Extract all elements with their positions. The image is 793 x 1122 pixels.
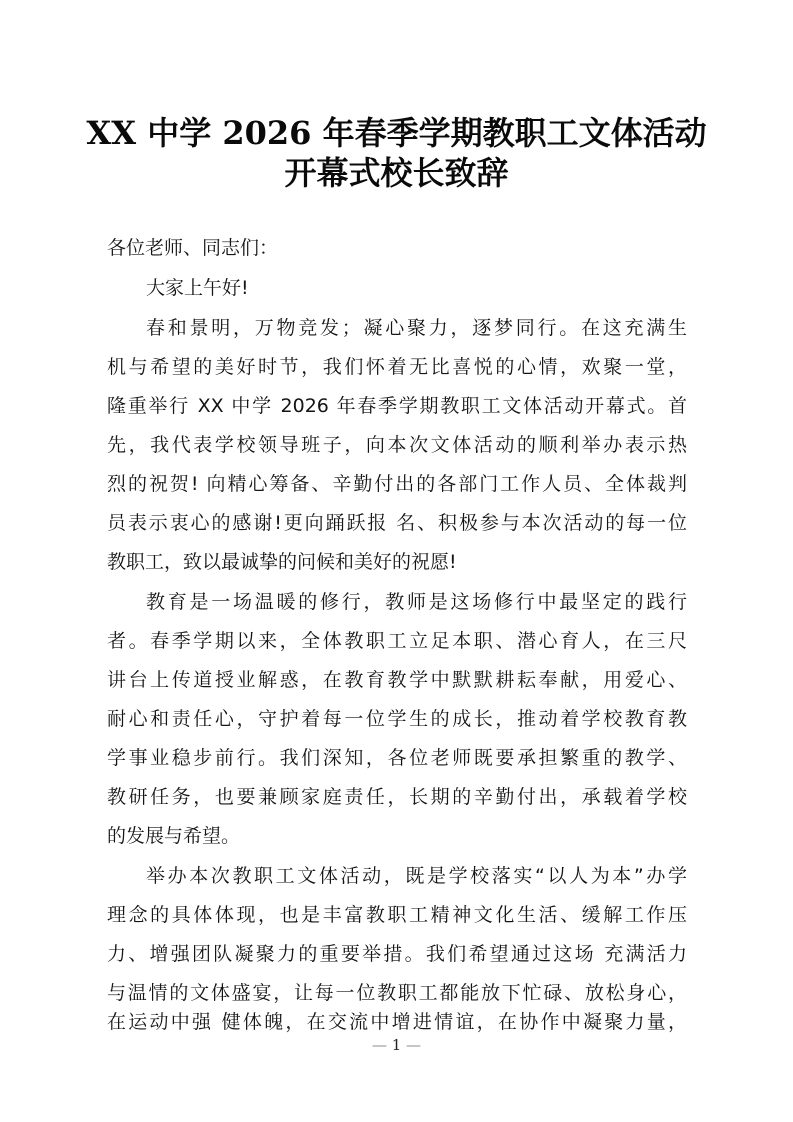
paragraph-1-line-3: 隆重举行 XX 中学 2026 年春季学期教职工文体活动开幕式。首 (107, 395, 687, 417)
paragraph-1-line-4: 先，我代表学校领导班子，向本次文体活动的顺利举办表示热 (107, 434, 687, 456)
paragraph-1-line-2: 机与希望的美好时节，我们怀着无比喜悦的心情，欢聚一堂， (107, 356, 687, 378)
paragraph-2-line-7: 的发展与希望。 (107, 825, 241, 847)
paragraph-2-line-3: 讲台上传道授业解惑，在教育教学中默默耕耘奉献，用爱心、 (107, 669, 687, 691)
paragraph-3-line-4: 与温情的文体盛宴，让每一位教职工都能放下忙碌、放松身心， (107, 982, 687, 1004)
paragraph-2-line-2: 者。春季学期以来，全体教职工立足本职、潜心育人，在三尺 (107, 630, 687, 652)
paragraph-3-line-3: 力、增强团队凝聚力的重要举措。我们希望通过这场 充满活力 (107, 943, 687, 965)
page-number-dash-left: — (371, 1036, 387, 1054)
paragraph-2-line-6: 教研任务，也要兼顾家庭责任，长期的辛勤付出，承载着学校 (107, 786, 687, 808)
document-title-line-2: 开幕式校长致辞 (284, 154, 509, 192)
paragraph-1-line-1: 春和景明，万物竞发；凝心聚力，逐梦同行。在这充满生 (146, 317, 687, 339)
paragraph-2-line-1: 教育是一场温暖的修行，教师是这场修行中最坚定的践行 (146, 591, 687, 613)
page-number-dash-right: — (406, 1036, 422, 1054)
paragraph-1-line-6: 员表示衷心的感谢!更向踊跃报 名、积极参与本次活动的每一位 (107, 512, 687, 534)
salutation: 各位老师、同志们： (107, 237, 279, 259)
page-footer (0, 1036, 793, 1054)
paragraph-3-line-2: 理念的具体体现，也是丰富教职工精神文化生活、缓解工作压 (107, 904, 687, 926)
paragraph-2-line-5: 学事业稳步前行。我们深知，各位老师既要承担繁重的教学、 (107, 747, 687, 769)
paragraph-2-line-4: 耐心和责任心，守护着每一位学生的成长，推动着学校教育教 (107, 708, 687, 730)
document-title-line-1: XX 中学 2026 年春季学期教职工文体活动 (86, 114, 707, 152)
greeting: 大家上午好! (146, 277, 249, 299)
page-number: 1 (391, 1036, 402, 1054)
paragraph-3-line-5: 在运动中强 健体魄，在交流中增进情谊，在协作中凝聚力量， (107, 1011, 687, 1033)
paragraph-3-line-1: 举办本次教职工文体活动，既是学校落实“以人为本”办学 (146, 865, 687, 887)
paragraph-1-line-5: 烈的祝贺! 向精心筹备、辛勤付出的各部门工作人员、全体裁判 (107, 473, 687, 495)
paragraph-1-line-7: 教职工，致以最诚挚的问候和美好的祝愿! (107, 551, 457, 573)
